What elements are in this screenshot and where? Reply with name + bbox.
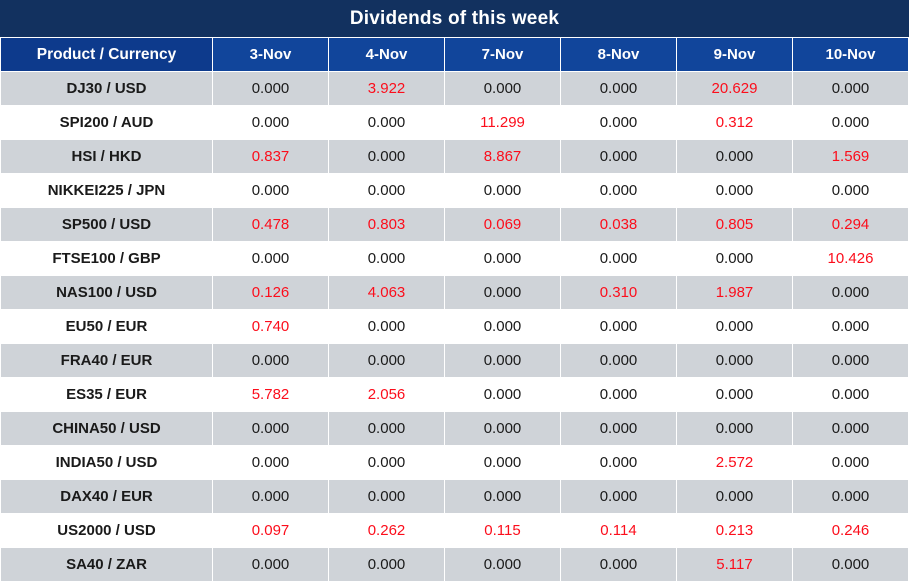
dividend-value-cell: 0.246	[793, 514, 909, 548]
column-header-date: 4-Nov	[329, 38, 445, 72]
row-label-product: INDIA50 / USD	[1, 446, 213, 480]
dividend-value-cell: 0.000	[561, 412, 677, 446]
row-label-product: FRA40 / EUR	[1, 344, 213, 378]
dividend-value-cell: 0.000	[793, 480, 909, 514]
dividend-value-cell: 0.000	[445, 310, 561, 344]
dividend-value-cell: 0.000	[329, 106, 445, 140]
dividend-value-cell: 0.000	[793, 310, 909, 344]
dividend-value-cell: 0.000	[329, 174, 445, 208]
dividend-value-cell: 0.805	[677, 208, 793, 242]
dividend-value-cell: 3.922	[329, 72, 445, 106]
column-header-date: 10-Nov	[793, 38, 909, 72]
table-row	[1, 412, 909, 446]
table-row	[1, 344, 909, 378]
table-row	[1, 446, 909, 480]
dividend-value-cell: 0.000	[213, 72, 329, 106]
row-label-product: EU50 / EUR	[1, 310, 213, 344]
dividend-value-cell: 0.000	[677, 344, 793, 378]
dividend-value-cell: 0.126	[213, 276, 329, 310]
dividend-value-cell: 4.063	[329, 276, 445, 310]
row-label-product: NAS100 / USD	[1, 276, 213, 310]
dividend-value-cell: 0.114	[561, 514, 677, 548]
dividend-value-cell: 2.572	[677, 446, 793, 480]
dividend-value-cell: 0.312	[677, 106, 793, 140]
dividend-value-cell: 8.867	[445, 140, 561, 174]
dividend-value-cell: 0.000	[445, 72, 561, 106]
dividend-value-cell: 2.056	[329, 378, 445, 412]
row-label-product: ES35 / EUR	[1, 378, 213, 412]
dividend-value-cell: 0.837	[213, 140, 329, 174]
dividend-value-cell: 0.000	[793, 378, 909, 412]
dividend-value-cell: 0.000	[561, 72, 677, 106]
dividend-value-cell: 0.478	[213, 208, 329, 242]
dividend-value-cell: 0.740	[213, 310, 329, 344]
column-header-product-currency: Product / Currency	[1, 38, 213, 72]
dividend-value-cell: 0.000	[445, 344, 561, 378]
dividend-value-cell: 0.000	[445, 276, 561, 310]
header-row	[1, 38, 909, 72]
table-row	[1, 72, 909, 106]
dividend-value-cell: 0.069	[445, 208, 561, 242]
dividend-value-cell: 0.000	[445, 412, 561, 446]
dividend-value-cell: 0.000	[329, 140, 445, 174]
row-label-product: CHINA50 / USD	[1, 412, 213, 446]
dividend-value-cell: 0.000	[677, 378, 793, 412]
dividend-value-cell: 0.000	[213, 106, 329, 140]
column-header-date: 3-Nov	[213, 38, 329, 72]
dividend-value-cell: 0.000	[561, 106, 677, 140]
dividend-value-cell: 0.000	[561, 174, 677, 208]
dividend-value-cell: 0.000	[561, 446, 677, 480]
dividend-value-cell: 5.782	[213, 378, 329, 412]
dividend-value-cell: 0.000	[677, 174, 793, 208]
dividend-value-cell: 0.000	[793, 412, 909, 446]
row-label-product: SA40 / ZAR	[1, 548, 213, 582]
row-label-product: DJ30 / USD	[1, 72, 213, 106]
row-label-product: DAX40 / EUR	[1, 480, 213, 514]
table-row	[1, 514, 909, 548]
row-label-product: HSI / HKD	[1, 140, 213, 174]
dividend-value-cell: 1.569	[793, 140, 909, 174]
dividend-value-cell: 0.000	[561, 310, 677, 344]
dividend-value-cell: 0.000	[213, 174, 329, 208]
dividend-value-cell: 0.000	[213, 446, 329, 480]
column-header-date: 9-Nov	[677, 38, 793, 72]
dividend-value-cell: 0.294	[793, 208, 909, 242]
row-label-product: US2000 / USD	[1, 514, 213, 548]
dividend-value-cell: 0.000	[445, 446, 561, 480]
table-row	[1, 276, 909, 310]
row-label-product: SPI200 / AUD	[1, 106, 213, 140]
dividend-value-cell: 0.000	[677, 480, 793, 514]
column-header-date: 7-Nov	[445, 38, 561, 72]
dividend-value-cell: 0.000	[677, 412, 793, 446]
dividend-value-cell: 0.000	[445, 548, 561, 582]
dividend-value-cell: 0.000	[793, 72, 909, 106]
dividend-value-cell: 0.000	[329, 310, 445, 344]
dividend-value-cell: 0.000	[677, 140, 793, 174]
dividend-value-cell: 0.038	[561, 208, 677, 242]
dividend-value-cell: 0.000	[561, 344, 677, 378]
dividend-value-cell: 0.000	[213, 344, 329, 378]
dividend-value-cell: 0.000	[329, 446, 445, 480]
dividend-value-cell: 0.000	[329, 480, 445, 514]
dividend-value-cell: 1.987	[677, 276, 793, 310]
table-row	[1, 378, 909, 412]
dividend-value-cell: 0.000	[793, 106, 909, 140]
dividend-value-cell: 0.000	[561, 378, 677, 412]
dividend-value-cell: 0.097	[213, 514, 329, 548]
dividend-value-cell: 0.000	[213, 548, 329, 582]
dividend-value-cell: 0.000	[329, 242, 445, 276]
column-header-date: 8-Nov	[561, 38, 677, 72]
dividend-value-cell: 0.000	[213, 242, 329, 276]
dividend-value-cell: 0.000	[213, 412, 329, 446]
table-body	[1, 72, 909, 582]
table-row	[1, 174, 909, 208]
row-label-product: FTSE100 / GBP	[1, 242, 213, 276]
dividend-value-cell: 0.000	[793, 446, 909, 480]
dividend-value-cell: 0.000	[329, 548, 445, 582]
dividend-value-cell: 5.117	[677, 548, 793, 582]
dividend-value-cell: 0.213	[677, 514, 793, 548]
dividend-value-cell: 20.629	[677, 72, 793, 106]
table-header	[1, 38, 909, 72]
dividend-value-cell: 0.000	[793, 548, 909, 582]
dividend-value-cell: 0.000	[793, 276, 909, 310]
table-row	[1, 106, 909, 140]
dividend-value-cell: 0.000	[561, 140, 677, 174]
dividend-value-cell: 0.000	[445, 480, 561, 514]
dividend-value-cell: 0.000	[329, 344, 445, 378]
dividends-table	[0, 37, 909, 582]
dividend-value-cell: 0.000	[677, 242, 793, 276]
dividend-value-cell: 0.000	[213, 480, 329, 514]
table-row	[1, 548, 909, 582]
dividend-value-cell: 11.299	[445, 106, 561, 140]
dividend-value-cell: 0.000	[561, 480, 677, 514]
row-label-product: SP500 / USD	[1, 208, 213, 242]
page-title: Dividends of this week	[0, 0, 909, 37]
dividend-value-cell: 0.115	[445, 514, 561, 548]
dividend-value-cell: 0.803	[329, 208, 445, 242]
dividend-value-cell: 0.000	[445, 174, 561, 208]
dividend-value-cell: 10.426	[793, 242, 909, 276]
row-label-product: NIKKEI225 / JPN	[1, 174, 213, 208]
dividend-value-cell: 0.000	[793, 344, 909, 378]
dividend-value-cell: 0.310	[561, 276, 677, 310]
table-row	[1, 208, 909, 242]
table-row	[1, 242, 909, 276]
dividend-value-cell: 0.000	[329, 412, 445, 446]
dividend-value-cell: 0.000	[561, 548, 677, 582]
table-row	[1, 480, 909, 514]
dividend-value-cell: 0.000	[445, 242, 561, 276]
dividend-value-cell: 0.000	[793, 174, 909, 208]
dividend-value-cell: 0.000	[677, 310, 793, 344]
dividend-value-cell: 0.000	[445, 378, 561, 412]
dividend-value-cell: 0.262	[329, 514, 445, 548]
table-row	[1, 140, 909, 174]
table-row	[1, 310, 909, 344]
dividend-value-cell: 0.000	[561, 242, 677, 276]
